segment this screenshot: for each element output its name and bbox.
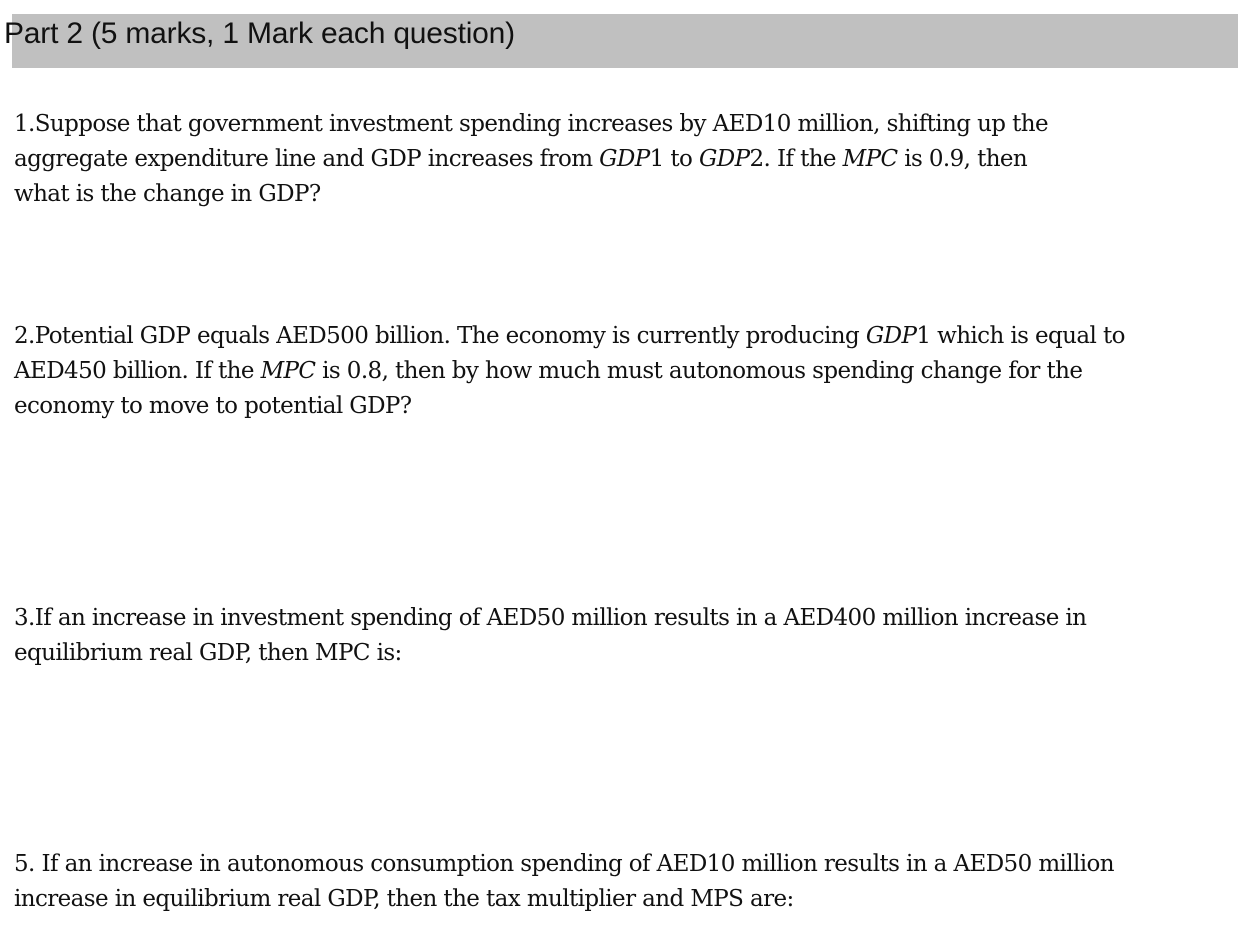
question-2-line-3: economy to move to potential GDP? [14, 393, 412, 419]
question-2 [14, 319, 1125, 424]
question-5-line-2: increase in equilibrium real GDP, then the tax multiplier and MPS are: [14, 886, 794, 912]
question-5 [14, 847, 1114, 917]
mpc-term: MPC [842, 146, 898, 172]
gdp-term: GDP [865, 323, 917, 349]
mpc-term: MPC [260, 358, 316, 384]
question-2-line-2: AED450 billion. If the MPC is 0.8, then by how much must autonomous spending change for the [14, 358, 1083, 384]
question-1 [14, 107, 1048, 212]
gdp-term: GDP [699, 146, 750, 172]
question-1-line-3: what is the change in GDP? [14, 181, 321, 207]
question-3 [14, 601, 1086, 671]
section-title: Part 2 (5 marks, 1 Mark each question) [4, 17, 515, 50]
question-3-line-2: equilibrium real GDP, then MPC is: [14, 640, 402, 666]
gdp-term: GDP [599, 146, 650, 172]
question-2-line-1: 2.Potential GDP equals AED500 billion. The economy is currently producing GDP1 which is equal to [14, 323, 1125, 349]
question-3-line-1: 3.If an increase in investment spending of AED50 million results in a AED400 million increase in [14, 605, 1087, 631]
question-1-line-1: 1.Suppose that government investment spending increases by AED10 million, shifting up the [14, 111, 1049, 137]
question-5-line-1: 5. If an increase in autonomous consumption spending of AED10 million results in a AED50 million [14, 851, 1115, 877]
question-1-line-2: aggregate expenditure line and GDP increases from GDP1 to GDP2. If the MPC is 0.9, then [14, 146, 1028, 172]
